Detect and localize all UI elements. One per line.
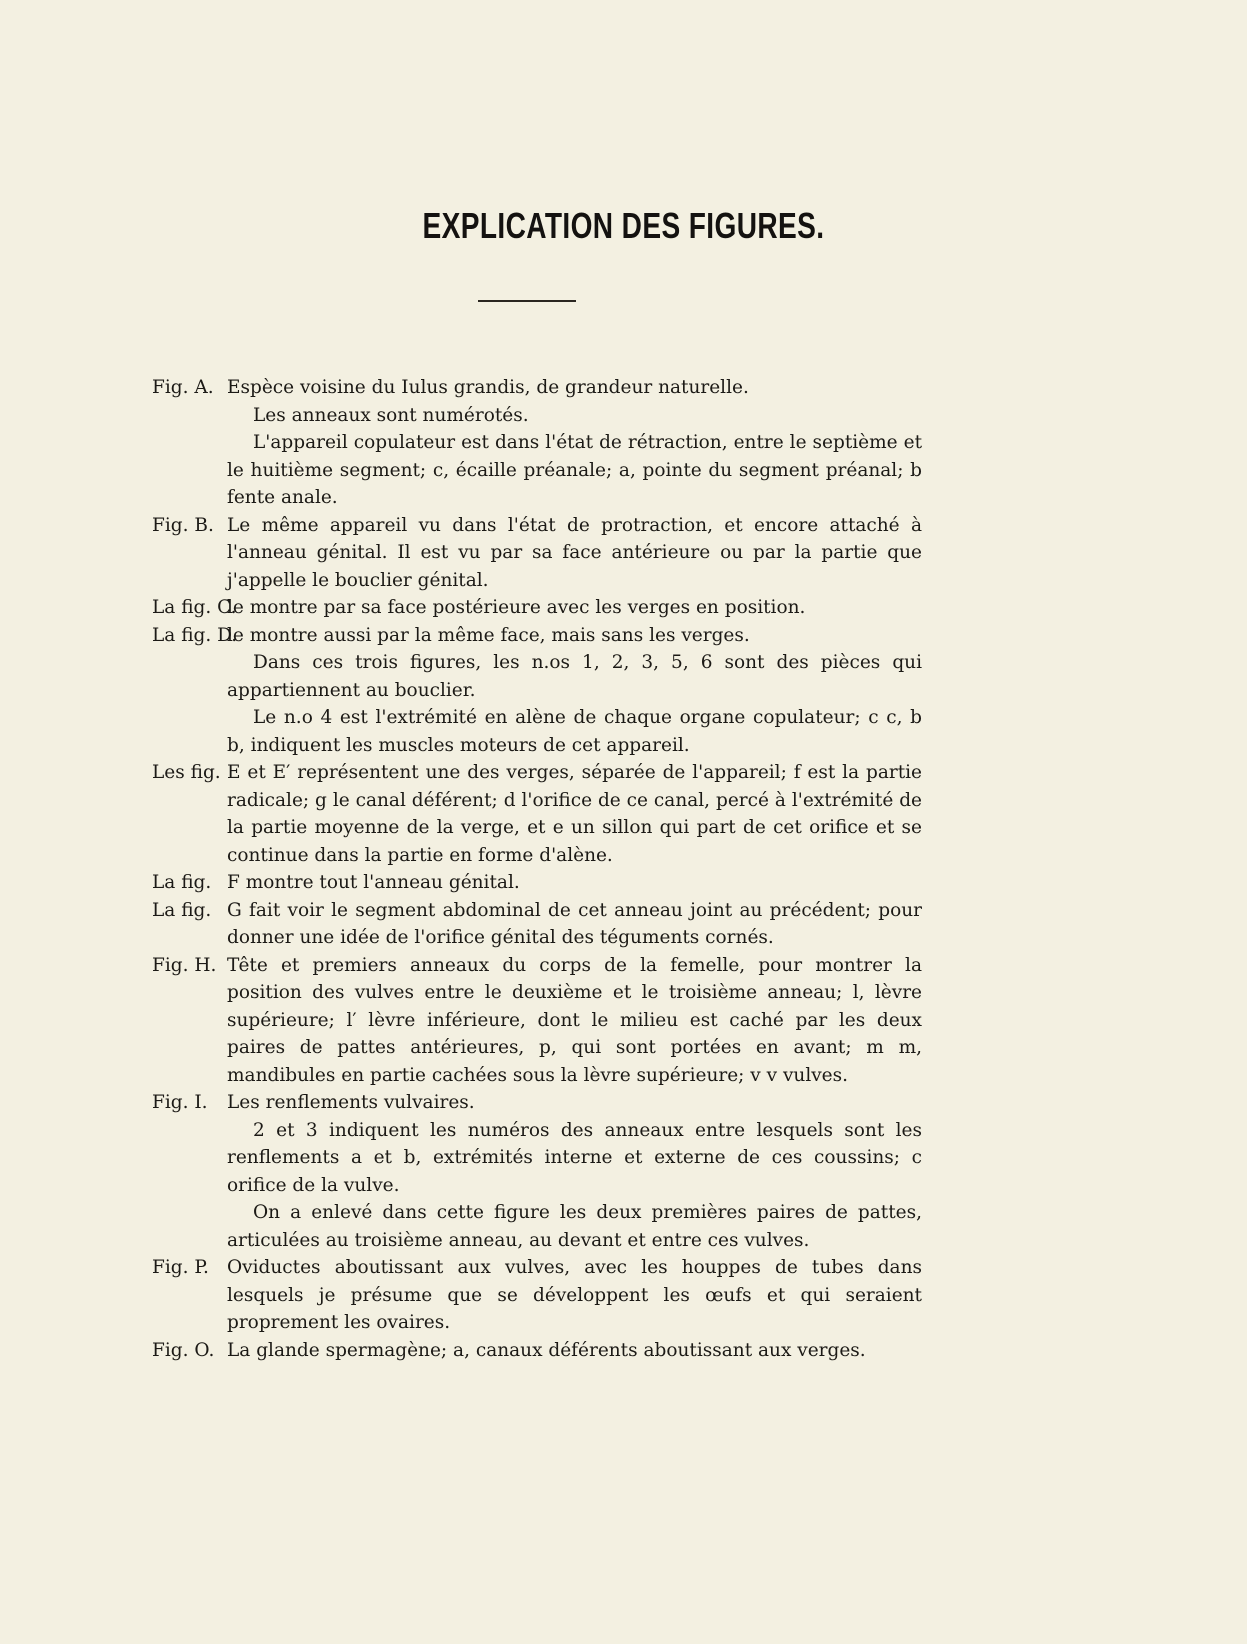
page-title: EXPLICATION DES FIGURES. [422,205,825,246]
entry-fig-c [152,594,922,622]
entry-text: La glande spermagène; a, canaux déférents aboutissant aux verges. [227,1339,866,1361]
entry-fig-e [152,759,922,869]
entry-label: Fig. A. [152,377,214,398]
figure-explanations [152,374,922,1364]
entry-text: Les renflements vulvaires. [227,1092,475,1113]
entry-text: G fait voir le segment abdominal de cet anneau joint au précédent; pour donner une idée de l'orifice génital des téguments cornés. [227,899,922,948]
entry-continuation: On a enlevé dans cette figure les deux premières paires de pattes, articulées au troisième anneau, au devant et entre ces vulves. [227,1202,922,1251]
entry-text: F montre tout l'anneau génital. [227,872,520,893]
entry-continuation: 2 et 3 indiquent les numéros des anneaux entre lesquels sont les renflements a et b, extrémités interne et externe de ces coussins; c orifice de la vulve. [227,1119,922,1196]
title-rule [478,300,576,302]
entry-text: le montre aussi par la même face, mais sans les verges. [227,624,750,646]
entry-label: Les fig. [152,762,221,783]
entry-label: La fig. [152,872,212,893]
entry-fig-f [152,869,922,897]
entry-continuation: Les anneaux sont numérotés. [253,404,529,426]
entry-text: Espèce voisine du Iulus grandis, de grandeur naturelle. [227,377,749,398]
entry-text: Le même appareil vu dans l'état de protraction, et encore attaché à l'anneau génital. Il est vu par sa face antérieure ou par la partie que j'appelle le bouclier génital. [227,514,922,591]
entry-fig-i [152,1089,922,1117]
entry-label: Fig. B. [152,514,214,536]
entry-fig-d [152,622,922,650]
entry-fig-g [152,897,922,952]
entry-label: La fig. [152,899,212,921]
entry-continuation: Le n.o 4 est l'extrémité en alène de chaque organe copulateur; c c, b b, indiquent les muscles moteurs de cet appareil. [227,707,922,756]
entry-label: Fig. P. [152,1257,209,1278]
entry-text: E et E′ représentent une des verges, séparée de l'appareil; f est la partie radicale; g le canal déférent; d l'orifice de ce canal, percé à l'extrémité de la partie moyenne de la verge, et e un sillon qui part de cet orifice et se continue dans la partie en forme d'alène. [227,762,922,866]
entry-fig-h [152,952,922,1090]
entry-fig-o [152,1337,922,1365]
entry-text: Tête et premiers anneaux du corps de la femelle, pour montrer la position des vulves entre le deuxième et le troisième anneau; l, lèvre supérieure; l′ lèvre inférieure, dont le milieu est caché par les deux paires de pattes antérieures, p, qui sont portées en avant; m m, mandibules en partie cachées sous la lèvre supérieure; v v vulves. [227,954,922,1086]
entry-fig-p [152,1254,922,1337]
entry-label: Fig. O. [152,1339,215,1361]
entry-continuation: Dans ces trois figures, les n.os 1, 2, 3, 5, 6 sont des pièces qui appartiennent au bouclier. [227,652,922,701]
entry-label: Fig. H. [152,954,217,976]
entry-text: le montre par sa face postérieure avec les verges en position. [227,597,806,618]
entry-text: Oviductes aboutissant aux vulves, avec les houppes de tubes dans lesquels je présume que se développent les œufs et qui seraient proprement les ovaires. [227,1257,922,1333]
entry-continuation: L'appareil copulateur est dans l'état de rétraction, entre le septième et le huitième segment; c, écaille préanale; a, pointe du segment préanal; b fente anale. [227,432,922,508]
entry-fig-b [152,512,922,595]
entry-label: La fig. D. [152,624,238,646]
entry-fig-a [152,374,922,402]
entry-label: La fig. C. [152,597,237,618]
entry-label: Fig. I. [152,1092,208,1113]
